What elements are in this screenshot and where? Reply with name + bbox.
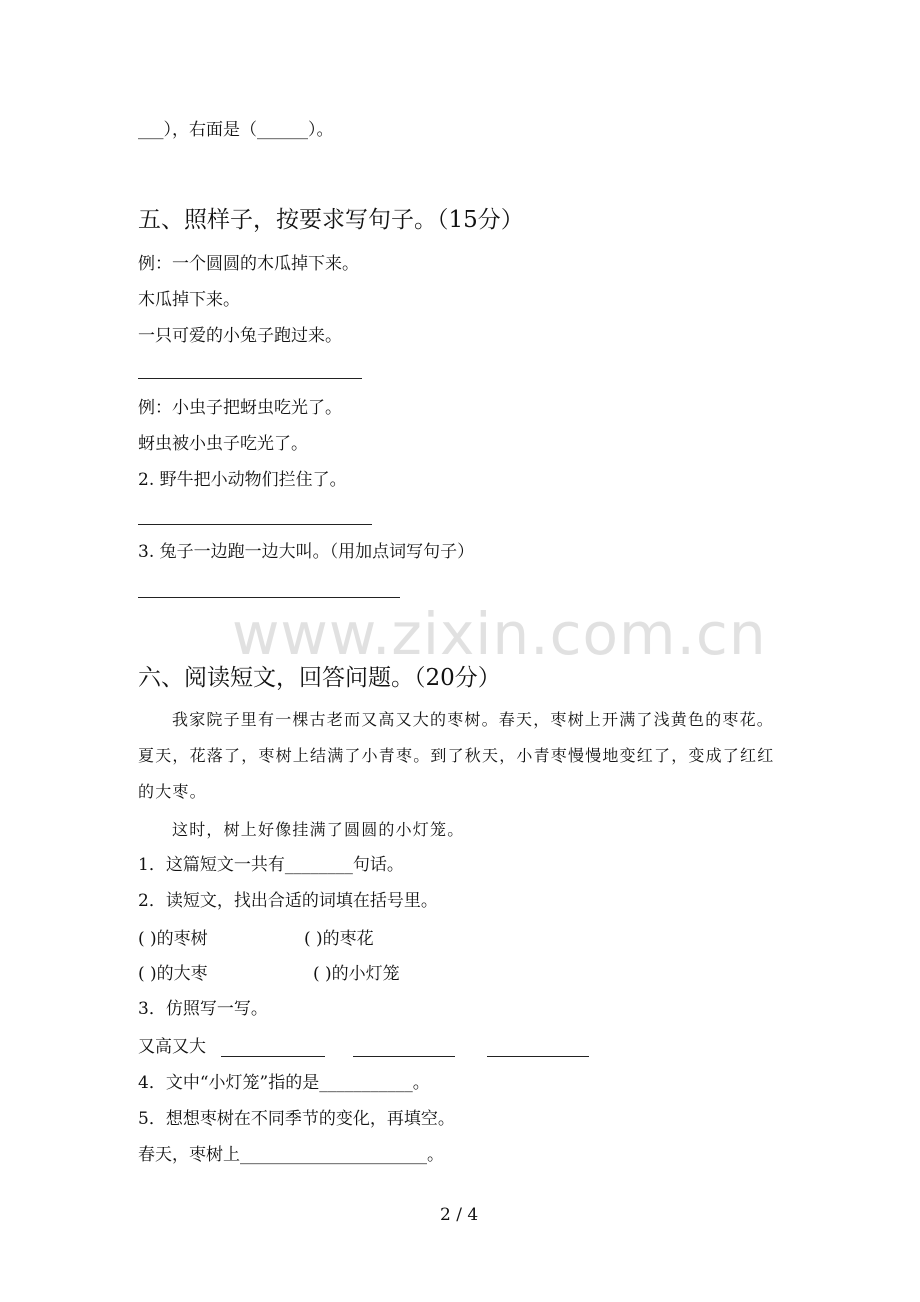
exercise-2: 2. 野牛把小动物们拦住了。 <box>138 470 347 490</box>
question-2: 2．读短文，找出合适的词填在括号里。 <box>138 891 438 911</box>
answer-line-3[interactable] <box>138 597 400 598</box>
page-number: 2 / 4 <box>440 1205 479 1225</box>
continued-question-line: ___），右面是（______）。 <box>138 120 334 140</box>
answer-line-2[interactable] <box>138 524 372 525</box>
question-1: 1．这篇短文一共有________句话。 <box>138 855 404 875</box>
example-answer-1: 木瓜掉下来。 <box>138 290 240 310</box>
question-5: 5．想想枣树在不同季节的变化，再填空。 <box>138 1109 455 1129</box>
answer-line-1[interactable] <box>138 378 362 379</box>
reading-passage: 我家院子里有一棵古老而又高又大的枣树。春天，枣树上开满了浅黄色的枣花。夏天，花落了，枣树上结满了小青枣。到了秋天，小青枣慢慢地变红了，变成了红红的大枣。 <box>138 710 775 801</box>
question-3-example: 又高又大 <box>138 1037 206 1057</box>
imitation-blank-1[interactable] <box>221 1056 325 1057</box>
site-watermark: www.zixin.com.cn <box>232 600 767 668</box>
blank-jujube-flower: ( )的枣花 <box>304 929 374 949</box>
question-5-spring-line: 春天，枣树上______________________。 <box>138 1145 444 1165</box>
blank-jujube-tree: ( )的枣树 <box>138 929 208 949</box>
imitation-blank-3[interactable] <box>487 1056 589 1057</box>
example-line-2: 例：小虫子把蚜虫吃光了。 <box>138 398 342 418</box>
section-six-heading: 六、阅读短文，回答问题。（20分） <box>138 665 501 691</box>
exercise-1: 一只可爱的小兔子跑过来。 <box>138 326 342 346</box>
question-4: 4．文中“小灯笼”指的是___________。 <box>138 1073 430 1093</box>
imitation-blank-2[interactable] <box>353 1056 455 1057</box>
example-answer-2: 蚜虫被小虫子吃光了。 <box>138 434 308 454</box>
blank-big-jujube: ( )的大枣 <box>138 964 208 984</box>
reading-passage-last-line: 这时，树上好像挂满了圆圆的小灯笼。 <box>172 820 465 839</box>
exercise-3: 3. 兔子一边跑一边大叫。（用加点词写句子） <box>138 542 475 562</box>
example-line-1: 例：一个圆圆的木瓜掉下来。 <box>138 254 359 274</box>
blank-small-lantern: ( )的小灯笼 <box>313 964 400 984</box>
section-five-heading: 五、照样子，按要求写句子。（15分） <box>138 207 524 233</box>
question-3: 3．仿照写一写。 <box>138 999 268 1019</box>
